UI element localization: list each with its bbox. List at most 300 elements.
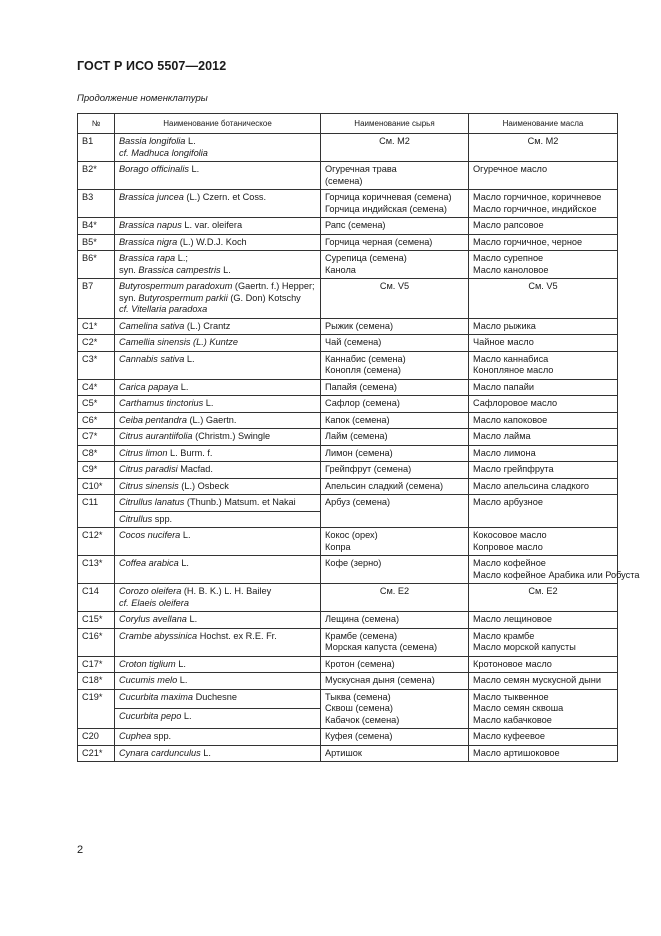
botanical-authority: L.; xyxy=(175,253,188,263)
oil-name-cell xyxy=(469,190,618,218)
botanical-authority: (Gaertn. f.) Hepper; xyxy=(232,281,315,291)
oil-name: Масло рыжика xyxy=(473,320,536,331)
botanical-name-cell xyxy=(115,556,321,584)
oil-name: Чайное масло xyxy=(473,337,534,347)
raw-material-name: Лимон (семена) xyxy=(325,447,393,458)
cross-reference: См. E2 xyxy=(379,586,410,596)
oil-name-cell xyxy=(469,495,618,528)
entry-code: C13* xyxy=(78,556,115,584)
botanical-authority: L. xyxy=(180,530,191,540)
botanical-authority: (G. Don) Kotschy xyxy=(227,292,301,303)
botanical-line xyxy=(119,464,316,476)
entry-code: C20 xyxy=(78,729,115,746)
oil-name-cell xyxy=(469,628,618,656)
raw-material-name: Кабачок (семена) xyxy=(325,714,400,725)
botanical-name-cell xyxy=(115,162,321,190)
table-row xyxy=(78,279,618,319)
raw-material-name: Кофе (зерно) xyxy=(325,558,382,568)
raw-material-name: Каннабис (семена) xyxy=(325,353,406,364)
table-row xyxy=(78,190,618,218)
botanical-authority: spp. xyxy=(151,731,172,741)
oil-name: Масло капоковое xyxy=(473,414,548,425)
botanical-genus-species: cf. Madhuca longifolia xyxy=(119,147,208,158)
botanical-genus-species: Corylus avellana xyxy=(119,614,187,624)
cross-reference: См. M2 xyxy=(527,136,559,146)
botanical-authority: L. var. oleifera xyxy=(181,220,243,230)
table-row xyxy=(78,729,618,746)
entry-code: C16* xyxy=(78,628,115,656)
raw-material-name: Горчица черная (семена) xyxy=(325,236,433,247)
botanical-line xyxy=(119,481,316,493)
raw-material-name: Копра xyxy=(325,541,351,552)
botanical-authority: L. xyxy=(186,614,198,624)
botanical-authority: L. xyxy=(181,711,192,722)
oil-name-cell xyxy=(469,673,618,690)
entry-code: C6* xyxy=(78,412,115,429)
botanical-genus-species: Brassica juncea xyxy=(119,192,184,202)
botanical-genus-species: Citrus aurantiifolia xyxy=(119,431,193,441)
table-row xyxy=(78,689,618,709)
botanical-authority: (L.) Czern. et Coss. xyxy=(183,192,267,202)
table-row xyxy=(78,673,618,690)
botanical-name-cell xyxy=(115,656,321,673)
raw-material-cell xyxy=(321,729,469,746)
entry-code: C14 xyxy=(78,584,115,612)
botanical-line xyxy=(119,614,316,626)
raw-material-cell xyxy=(321,673,469,690)
entry-code: C1* xyxy=(78,318,115,335)
botanical-genus-species: Butyrospermum parkii xyxy=(138,292,228,303)
oil-name: Масло сурепное xyxy=(473,253,544,263)
oil-name: Масло артишоковое xyxy=(473,747,560,758)
raw-material-cell xyxy=(321,190,469,218)
oil-name-cell xyxy=(469,218,618,235)
entry-code: C8* xyxy=(78,445,115,462)
oil-name: Масло кофейное Арабика или Робуста xyxy=(473,569,640,580)
raw-material-cell xyxy=(321,656,469,673)
botanical-genus-species: Borago officinalis xyxy=(119,164,189,174)
table-row xyxy=(78,218,618,235)
oil-name: Масло горчичное, индийское xyxy=(473,203,597,214)
botanical-genus-species: Cocos nucifera xyxy=(119,530,181,540)
botanical-authority: (L.) Crantz xyxy=(184,320,231,331)
botanical-genus-species: Brassica nigra xyxy=(119,236,178,247)
entry-code: C17* xyxy=(78,656,115,673)
oil-name-cell xyxy=(469,689,618,729)
raw-material-name: Рапс (семена) xyxy=(325,220,386,230)
oil-name-cell xyxy=(469,445,618,462)
oil-name: Масло грейпфрута xyxy=(473,464,554,474)
botanical-authority: L. xyxy=(188,164,200,174)
oil-name-cell xyxy=(469,584,618,612)
botanical-line xyxy=(119,586,316,598)
botanical-genus-species: Ceiba pentandra xyxy=(119,414,187,425)
raw-material-name: (семена) xyxy=(325,175,363,186)
entry-code: C19* xyxy=(78,689,115,729)
raw-material-name: Рыжик (семена) xyxy=(325,320,394,331)
table-row xyxy=(78,495,618,512)
entry-code: C7* xyxy=(78,429,115,446)
botanical-genus-species: Cucumis melo xyxy=(119,675,178,685)
oil-name-cell xyxy=(469,379,618,396)
botanical-authority: (Thunb.) Matsum. et Nakai xyxy=(184,497,296,507)
raw-material-cell xyxy=(321,556,469,584)
botanical-genus-species: Crambe abyssinica xyxy=(119,630,198,641)
botanical-genus-species: cf. Vitellaria paradoxa xyxy=(119,304,208,314)
botanical-name-cell xyxy=(115,251,321,279)
botanical-name-cell xyxy=(115,379,321,396)
botanical-genus-species: Camellia sinensis (L.) Kuntze xyxy=(119,337,238,347)
botanical-line xyxy=(119,431,316,443)
oil-name: Масло лимона xyxy=(473,447,536,458)
botanical-authority: L. Burm. f. xyxy=(167,447,213,458)
raw-material-cell xyxy=(321,689,469,729)
oil-name-cell xyxy=(469,745,618,762)
oil-name-cell xyxy=(469,162,618,190)
entry-code: C9* xyxy=(78,462,115,479)
botanical-line xyxy=(119,598,316,610)
botanical-authority: syn. xyxy=(119,292,139,303)
oil-name-cell xyxy=(469,396,618,413)
botanical-genus-species: Cynara cardunculus xyxy=(119,747,201,758)
entry-code: B6* xyxy=(78,251,115,279)
oil-name-cell xyxy=(469,556,640,584)
raw-material-cell xyxy=(321,412,469,429)
oil-name-cell xyxy=(469,429,618,446)
table-row xyxy=(78,251,618,279)
cross-reference: См. M2 xyxy=(379,136,410,146)
table-row xyxy=(78,351,618,379)
raw-material-name: Артишок xyxy=(325,747,362,758)
raw-material-cell xyxy=(321,429,469,446)
raw-material-name: Тыква (семена) xyxy=(325,691,391,702)
oil-name: Масло куфеевое xyxy=(473,731,545,741)
botanical-authority: L. xyxy=(184,353,195,364)
botanical-line xyxy=(119,136,316,148)
botanical-line xyxy=(119,148,316,160)
raw-material-cell xyxy=(321,318,469,335)
table-row xyxy=(78,745,618,762)
botanical-genus-species: cf. Elaeis oleifera xyxy=(119,597,189,608)
oil-name: Масло крамбе xyxy=(473,630,535,641)
raw-material-name: Арбуз (семена) xyxy=(325,497,391,507)
botanical-line xyxy=(119,514,316,526)
botanical-line xyxy=(119,711,316,723)
raw-material-name: Сурепица (семена) xyxy=(325,253,407,263)
botanical-genus-species: Carthamus tinctorius xyxy=(119,398,204,408)
table-row xyxy=(78,162,618,190)
oil-name: Масло лещиновое xyxy=(473,614,552,624)
botanical-line xyxy=(119,337,316,349)
botanical-genus-species: Cucurbita pepo xyxy=(119,711,182,722)
entry-code: B7 xyxy=(78,279,115,319)
oil-name-cell xyxy=(469,478,618,495)
oil-name-cell xyxy=(469,656,618,673)
botanical-authority: (Christm.) Swingle xyxy=(192,431,271,441)
oil-name-cell xyxy=(469,335,618,352)
botanical-genus-species: Brassica campestris xyxy=(138,264,221,275)
botanical-line xyxy=(119,675,316,687)
oil-name: Масло арбузное xyxy=(473,497,543,507)
oil-name: Масло лайма xyxy=(473,431,531,441)
raw-material-cell xyxy=(321,462,469,479)
cross-reference: См. V5 xyxy=(528,281,558,291)
botanical-line xyxy=(119,659,316,671)
raw-material-cell xyxy=(321,234,469,251)
raw-material-cell xyxy=(321,162,469,190)
botanical-line xyxy=(119,253,316,265)
oil-name: Конопляное масло xyxy=(473,365,554,375)
botanical-genus-species: Brassica napus xyxy=(119,220,182,230)
raw-material-cell xyxy=(321,134,469,162)
table-row xyxy=(78,396,618,413)
raw-material-cell xyxy=(321,445,469,462)
oil-name: Масло семян мускусной дыни xyxy=(473,675,601,685)
oil-name: Масло морской капусты xyxy=(473,642,576,652)
entry-code: B5* xyxy=(78,234,115,251)
oil-name-cell xyxy=(469,412,618,429)
botanical-authority: Macfad. xyxy=(177,464,213,474)
oil-name-cell xyxy=(469,462,618,479)
raw-material-name: Папайя (семена) xyxy=(325,381,397,392)
botanical-line xyxy=(119,354,316,366)
botanical-genus-species: Citrullus lanatus xyxy=(119,497,185,507)
raw-material-name: Лайм (семена) xyxy=(325,431,388,441)
botanical-authority: (L.) W.D.J. Koch xyxy=(177,236,247,247)
cross-reference: См. E2 xyxy=(528,586,558,596)
raw-material-name: Морская капуста (семена) xyxy=(325,642,438,652)
botanical-genus-species: Citrus sinensis xyxy=(119,480,179,491)
nomenclature-table xyxy=(77,113,640,762)
table-row xyxy=(78,556,618,584)
oil-name: Масло горчичное, черное xyxy=(473,236,583,247)
botanical-name-cell xyxy=(115,628,321,656)
cross-reference: См. V5 xyxy=(379,281,410,291)
raw-material-name: Кокос (орех) xyxy=(325,530,378,540)
table-row xyxy=(78,318,618,335)
botanical-authority: (L.) Gaertn. xyxy=(186,414,237,425)
botanical-name-cell xyxy=(115,495,321,512)
oil-name: Огуречное масло xyxy=(473,164,548,174)
oil-name: Масло тыквенное xyxy=(473,691,549,702)
entry-code: B2* xyxy=(78,162,115,190)
botanical-genus-species: Cannabis sativa xyxy=(119,353,185,364)
oil-name: Масло апельсина сладкого xyxy=(473,480,590,491)
oil-name: Масло каннабиса xyxy=(473,353,549,364)
botanical-name-cell xyxy=(115,279,321,319)
botanical-line xyxy=(119,265,316,277)
raw-material-cell xyxy=(321,279,469,319)
botanical-line xyxy=(119,192,316,204)
entry-code: C2* xyxy=(78,335,115,352)
botanical-authority: Hochst. ex R.E. Fr. xyxy=(197,630,277,641)
botanical-authority: L. xyxy=(175,658,186,669)
botanical-name-cell xyxy=(115,134,321,162)
raw-material-cell xyxy=(321,396,469,413)
botanical-genus-species: Bassia longifolia xyxy=(119,136,186,146)
botanical-genus-species: Camelina sativa xyxy=(119,320,185,331)
botanical-line xyxy=(119,321,316,333)
botanical-genus-species: Carica papaya xyxy=(119,381,179,392)
document-title: ГОСТ Р ИСО 5507—2012 xyxy=(77,59,227,73)
raw-material-cell xyxy=(321,478,469,495)
botanical-genus-species: Corozo oleifera xyxy=(119,586,182,596)
oil-name-cell xyxy=(469,134,618,162)
oil-name-cell xyxy=(469,251,618,279)
raw-material-name: Конопля (семена) xyxy=(325,365,401,375)
raw-material-cell xyxy=(321,495,469,528)
oil-name: Масло кофейное xyxy=(473,558,546,568)
botanical-line xyxy=(119,382,316,394)
oil-name-cell xyxy=(469,318,618,335)
table-body xyxy=(78,134,640,762)
table-header-row xyxy=(78,114,618,134)
entry-code: C15* xyxy=(78,612,115,629)
oil-name-cell xyxy=(469,729,618,746)
botanical-line xyxy=(119,220,316,232)
botanical-line xyxy=(119,692,316,704)
botanical-name-cell xyxy=(115,396,321,413)
botanical-genus-species: Butyrospermum paradoxum xyxy=(119,281,233,291)
table-row xyxy=(78,412,618,429)
botanical-genus-species: Brassica rapa xyxy=(119,253,176,263)
botanical-name-cell xyxy=(115,218,321,235)
botanical-authority: L. xyxy=(185,136,196,146)
raw-material-cell xyxy=(321,351,469,379)
raw-material-cell xyxy=(321,584,469,612)
entry-code: B4* xyxy=(78,218,115,235)
botanical-name-cell xyxy=(115,445,321,462)
botanical-authority: (L.) Osbeck xyxy=(178,480,229,491)
oil-name: Масло каноловое xyxy=(473,264,549,275)
botanical-name-cell xyxy=(115,190,321,218)
entry-code: C4* xyxy=(78,379,115,396)
raw-material-name: Куфея (семена) xyxy=(325,731,393,741)
botanical-line xyxy=(119,631,316,643)
oil-name: Масло горчичное, коричневое xyxy=(473,192,602,202)
botanical-name-cell xyxy=(115,478,321,495)
column-header-raw-material: Наименование сырья xyxy=(321,114,469,134)
table-row xyxy=(78,478,618,495)
oil-name: Масло семян сквоша xyxy=(473,703,564,713)
botanical-genus-species: Citrus paradisi xyxy=(119,464,178,474)
raw-material-name: Кротон (семена) xyxy=(325,658,395,669)
botanical-genus-species: Cuphea xyxy=(119,731,152,741)
botanical-name-cell xyxy=(115,584,321,612)
raw-material-name: Канола xyxy=(325,264,356,275)
botanical-genus-species: Citrullus xyxy=(119,513,153,524)
oil-name-cell xyxy=(469,234,618,251)
oil-name: Сафлоровое масло xyxy=(473,398,558,408)
botanical-name-cell xyxy=(115,234,321,251)
botanical-name-cell xyxy=(115,729,321,746)
botanical-line xyxy=(119,398,316,410)
entry-code: C21* xyxy=(78,745,115,762)
botanical-line xyxy=(119,304,316,316)
table-row xyxy=(78,335,618,352)
botanical-name-cell xyxy=(115,511,321,528)
botanical-genus-species: Croton tiglium xyxy=(119,658,176,669)
raw-material-name: Крамбе (семена) xyxy=(325,630,398,641)
botanical-name-cell xyxy=(115,689,321,709)
botanical-line xyxy=(119,497,316,509)
raw-material-cell xyxy=(321,745,469,762)
oil-name: Масло папайи xyxy=(473,381,535,392)
raw-material-name: Апельсин сладкий (семена) xyxy=(325,480,444,491)
entry-code: C10* xyxy=(78,478,115,495)
botanical-name-cell xyxy=(115,745,321,762)
botanical-line xyxy=(119,164,316,176)
raw-material-name: Сафлор (семена) xyxy=(325,398,400,408)
botanical-line xyxy=(119,558,316,570)
botanical-authority: L. xyxy=(203,398,214,408)
botanical-name-cell xyxy=(115,462,321,479)
botanical-line xyxy=(119,448,316,460)
table-row xyxy=(78,528,618,556)
botanical-line xyxy=(119,748,316,760)
raw-material-name: Грейпфрут (семена) xyxy=(325,464,412,474)
botanical-genus-species: Cucurbita maxima xyxy=(119,691,194,702)
entry-code: B3 xyxy=(78,190,115,218)
table-row xyxy=(78,462,618,479)
botanical-name-cell xyxy=(115,351,321,379)
botanical-line xyxy=(119,281,316,293)
raw-material-cell xyxy=(321,379,469,396)
oil-name-cell xyxy=(469,351,618,379)
oil-name: Масло рапсовое xyxy=(473,220,544,230)
oil-name-cell xyxy=(469,612,618,629)
table-row xyxy=(78,584,618,612)
botanical-authority: L. xyxy=(200,747,211,758)
entry-code: C5* xyxy=(78,396,115,413)
raw-material-name: Чай (семена) xyxy=(325,337,382,347)
botanical-name-cell xyxy=(115,528,321,556)
botanical-authority: L. xyxy=(177,675,188,685)
raw-material-name: Горчица коричневая (семена) xyxy=(325,192,452,202)
botanical-genus-species: Citrus limon xyxy=(119,447,168,458)
oil-name: Масло кабачковое xyxy=(473,714,552,725)
raw-material-cell xyxy=(321,528,469,556)
botanical-name-cell xyxy=(115,612,321,629)
raw-material-name: Лещина (семена) xyxy=(325,614,399,624)
raw-material-cell xyxy=(321,628,469,656)
botanical-line xyxy=(119,237,316,249)
botanical-authority: L. xyxy=(220,264,231,275)
entry-code: B1 xyxy=(78,134,115,162)
table-row xyxy=(78,612,618,629)
botanical-name-cell xyxy=(115,673,321,690)
raw-material-cell xyxy=(321,251,469,279)
botanical-line xyxy=(119,530,316,542)
oil-name-cell xyxy=(469,279,618,319)
table-row xyxy=(78,445,618,462)
page-number: 2 xyxy=(77,844,84,856)
botanical-name-cell xyxy=(115,709,321,729)
raw-material-name: Сквош (семена) xyxy=(325,703,393,713)
raw-material-name: Горчица индийская (семена) xyxy=(325,203,447,214)
table-row xyxy=(78,134,618,162)
table-row xyxy=(78,379,618,396)
raw-material-name: Огуречная трава xyxy=(325,164,397,174)
raw-material-name: Капок (семена) xyxy=(325,414,390,425)
column-header-oil-name: Наименование масла xyxy=(469,114,618,134)
botanical-name-cell xyxy=(115,335,321,352)
entry-code: C11 xyxy=(78,495,115,528)
botanical-line xyxy=(119,293,316,305)
table-row xyxy=(78,234,618,251)
raw-material-cell xyxy=(321,612,469,629)
botanical-authority: L. xyxy=(178,558,189,568)
